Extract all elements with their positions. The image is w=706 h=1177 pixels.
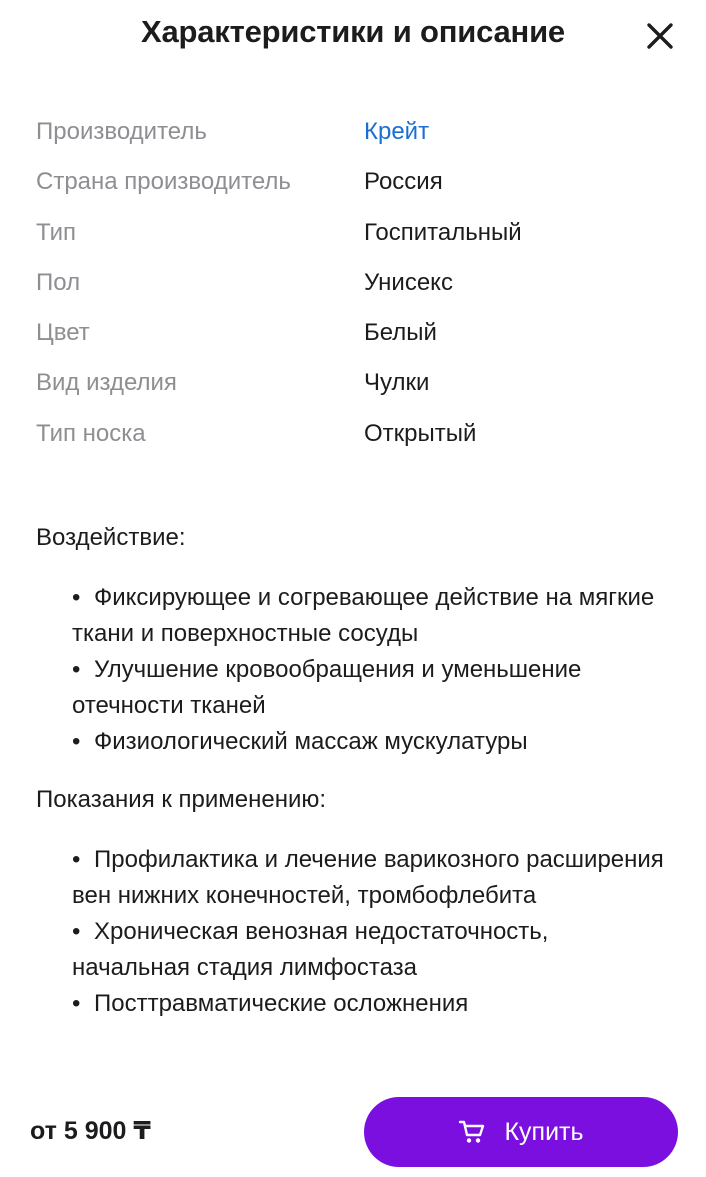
bullet: • [72,846,81,873]
bullet: • [72,656,81,683]
spec-row-manufacturer [36,114,676,164]
spec-row-toe-type [36,416,676,466]
spec-value: Унисекс [364,268,453,296]
specs-table [36,114,676,466]
spec-value: Россия [364,168,443,196]
close-icon [638,14,682,58]
list-item-text: Профилактика и лечение варикозного расширения вен нижних конечностей, тромбофлебита [72,846,664,909]
list-item [72,580,666,652]
bullet: • [72,990,81,1017]
bullet: • [72,728,81,755]
list-item-text: Улучшение кровообращения и уменьшение отечности тканей [72,656,582,719]
spec-row-country [36,164,676,214]
close-button[interactable] [638,14,682,58]
list-item-text: Хроническая венозная недостаточность, начальная стадия лимфостаза [72,918,549,981]
list-item [72,914,666,986]
buy-button[interactable] [364,1097,678,1167]
indications-title: Показания к применению: [36,786,327,813]
spec-key: Пол [36,268,81,296]
spec-value: Чулки [364,369,430,397]
bullet: • [72,918,81,945]
spec-key: Производитель [36,118,207,145]
bullet: • [72,584,81,611]
buy-button-label: Купить [504,1117,584,1146]
spec-value: Госпитальный [364,218,522,246]
spec-value: Белый [364,319,437,347]
spec-row-product-kind [36,365,676,415]
list-item-text: Посттравматические осложнения [94,990,469,1017]
spec-row-type [36,215,676,265]
spec-key: Тип носка [36,419,146,447]
sheet-header [0,0,706,72]
spec-key: Страна производитель [36,168,291,196]
spec-key: Цвет [36,319,90,347]
list-item [72,842,666,914]
indications-list [36,842,666,1022]
spec-value: Открытый [364,419,477,447]
spec-key: Тип [36,218,77,246]
cart-icon [458,1119,486,1145]
list-item-text: Физиологический массаж мускулатуры [94,728,528,755]
sheet-title: Характеристики и описание [141,14,565,49]
price-label: от 5 900 ₸ [30,1117,151,1145]
spec-key: Вид изделия [36,369,177,397]
list-item-text: Фиксирующее и согревающее действие на мягкие ткани и поверхностные сосуды [72,584,655,647]
product-description [36,520,666,1022]
spec-row-color [36,315,676,365]
effect-title: Воздействие: [36,524,186,551]
list-item [72,724,666,760]
effect-list [36,580,666,760]
list-item [72,652,666,724]
purchase-footer [0,1078,706,1177]
spec-row-gender [36,265,676,315]
manufacturer-link[interactable]: Крейт [364,118,430,145]
list-item [72,986,666,1022]
